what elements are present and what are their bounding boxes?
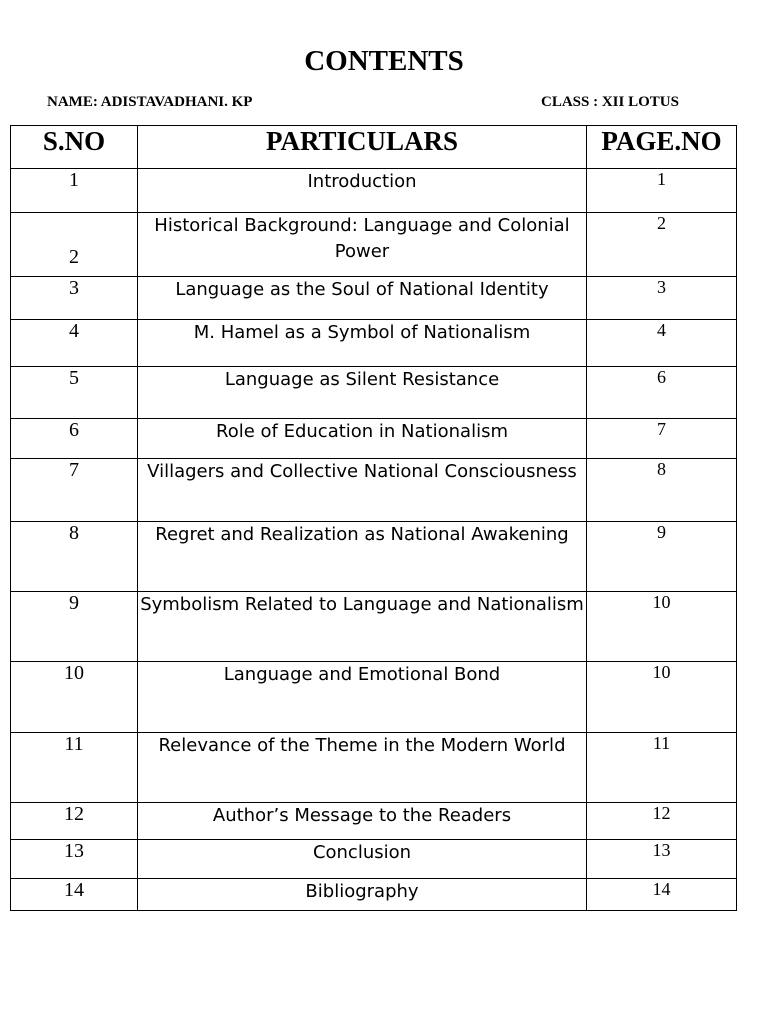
table-row	[11, 320, 737, 367]
row-page-no: 6	[587, 367, 737, 419]
row-page-no: 9	[587, 522, 737, 592]
row-sno: 5	[11, 367, 138, 419]
row-sno: 9	[11, 592, 138, 662]
row-page-no: 2	[587, 213, 737, 277]
row-particular: Conclusion	[138, 840, 587, 879]
class-info: CLASS : XII LOTUS	[541, 94, 679, 110]
table-row	[11, 367, 737, 419]
row-sno: 6	[11, 419, 138, 459]
row-particular: M. Hamel as a Symbol of Nationalism	[138, 320, 587, 367]
table-row	[11, 733, 737, 803]
row-particular: Villagers and Collective National Consciousness	[138, 459, 587, 522]
row-page-no: 11	[587, 733, 737, 803]
row-particular: Historical Background: Language and Colonial Power	[138, 213, 587, 277]
table-row	[11, 879, 737, 911]
row-sno: 1	[11, 169, 138, 213]
table-row	[11, 459, 737, 522]
table-row	[11, 213, 737, 277]
row-page-no: 12	[587, 803, 737, 840]
row-page-no: 4	[587, 320, 737, 367]
row-sno: 2	[11, 213, 138, 277]
row-page-no: 8	[587, 459, 737, 522]
student-name: NAME: ADISTAVADHANI. KP	[47, 94, 253, 110]
row-particular: Role of Education in Nationalism	[138, 419, 587, 459]
row-sno: 13	[11, 840, 138, 879]
row-page-no: 1	[587, 169, 737, 213]
row-sno: 11	[11, 733, 138, 803]
row-sno: 3	[11, 277, 138, 320]
table-row	[11, 840, 737, 879]
header-sno: S.NO	[11, 126, 138, 169]
row-particular: Regret and Realization as National Awakening	[138, 522, 587, 592]
row-sno: 10	[11, 662, 138, 733]
row-page-no: 14	[587, 879, 737, 911]
row-sno: 8	[11, 522, 138, 592]
row-page-no: 7	[587, 419, 737, 459]
header-particulars: PARTICULARS	[138, 126, 587, 169]
table-row	[11, 662, 737, 733]
table-row	[11, 803, 737, 840]
row-particular: Relevance of the Theme in the Modern World	[138, 733, 587, 803]
page-title: CONTENTS	[304, 45, 464, 77]
contents-table	[10, 125, 737, 911]
row-particular: Symbolism Related to Language and Nationalism	[138, 592, 587, 662]
row-particular: Bibliography	[138, 879, 587, 911]
row-sno: 12	[11, 803, 138, 840]
row-sno: 7	[11, 459, 138, 522]
table-row	[11, 419, 737, 459]
row-page-no: 10	[587, 662, 737, 733]
table-row	[11, 277, 737, 320]
row-particular: Introduction	[138, 169, 587, 213]
row-particular: Language and Emotional Bond	[138, 662, 587, 733]
row-particular: Language as the Soul of National Identity	[138, 277, 587, 320]
table-row	[11, 522, 737, 592]
table-row	[11, 592, 737, 662]
row-particular: Language as Silent Resistance	[138, 367, 587, 419]
row-sno: 4	[11, 320, 138, 367]
row-page-no: 13	[587, 840, 737, 879]
table-header-row	[11, 126, 737, 169]
row-page-no: 3	[587, 277, 737, 320]
table-row	[11, 169, 737, 213]
row-particular: Author’s Message to the Readers	[138, 803, 587, 840]
header-page-no: PAGE.NO	[587, 126, 737, 169]
row-page-no: 10	[587, 592, 737, 662]
row-sno: 14	[11, 879, 138, 911]
